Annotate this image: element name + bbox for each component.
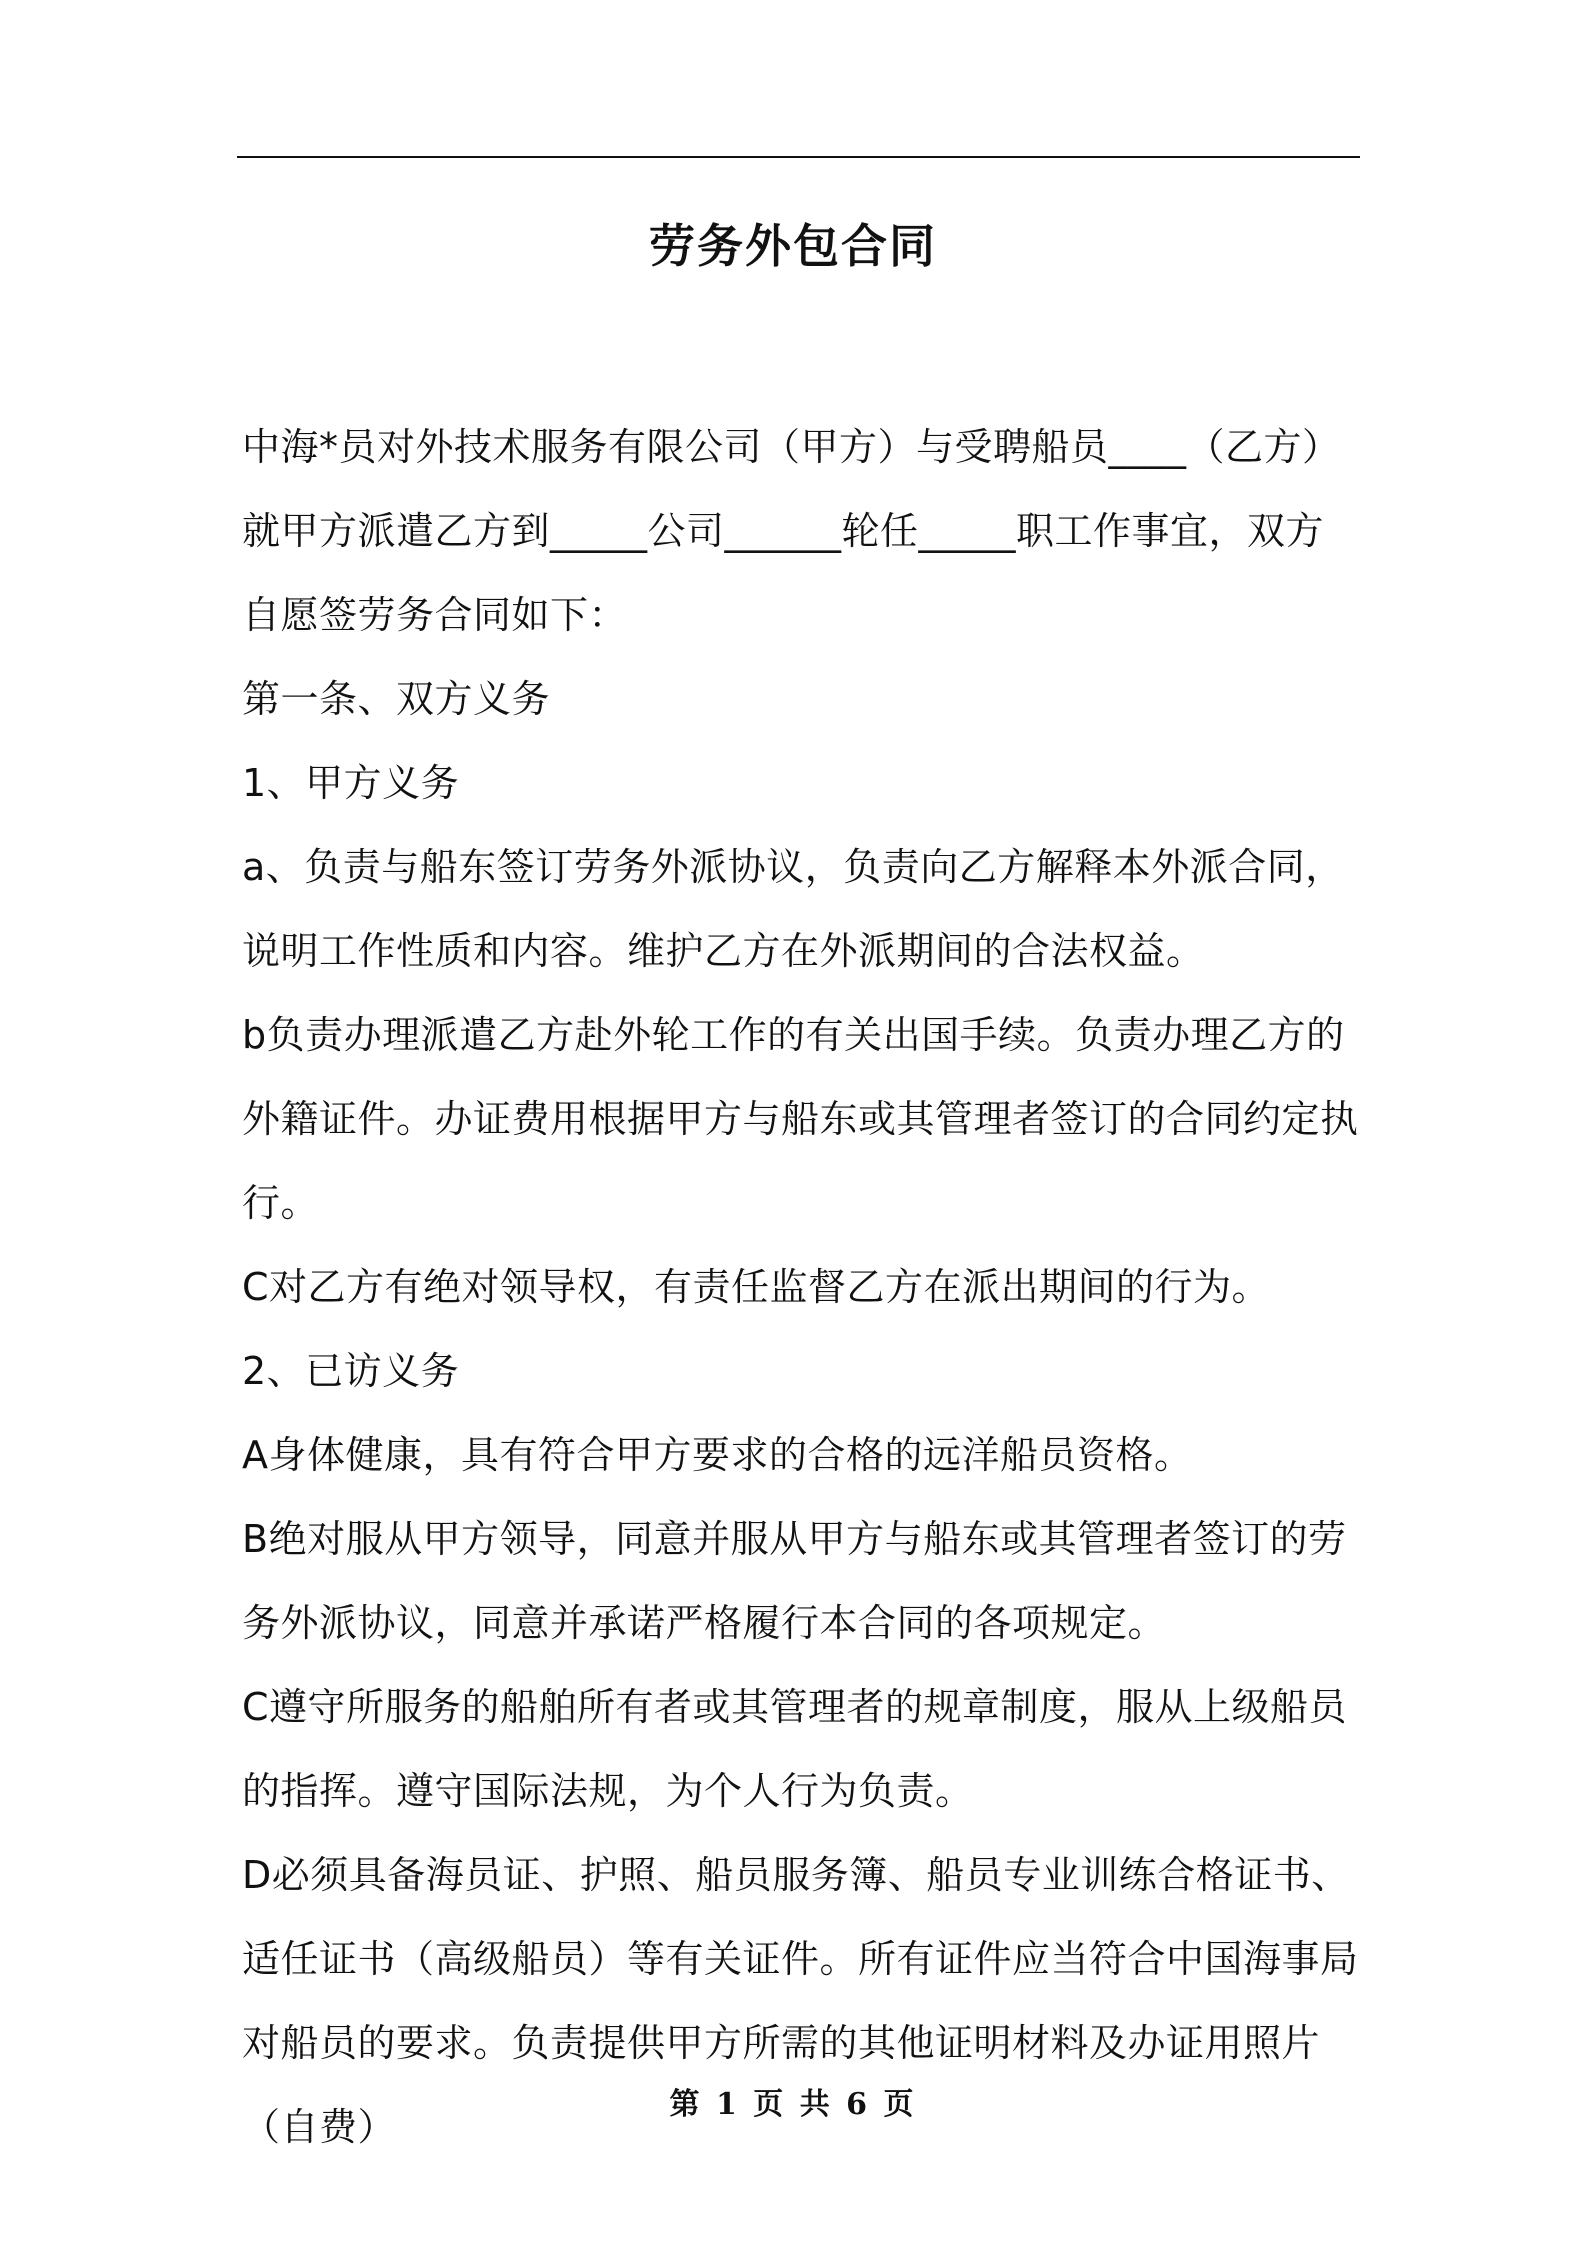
document-title: 劳务外包合同 [649,219,937,273]
clause-a: a、负责与船东签订劳务外派协议，负责向乙方解释本外派合同，说明工作性质和内容。维护乙方在外派期间的合法权益。 [242,845,1344,973]
page-number-footer: 第 1 页 共 6 页 [669,2087,917,2122]
header-rule [237,156,1360,158]
clause-b: b负责办理派遣乙方赴外轮工作的有关出国手续。负责办理乙方的外籍证件。办证费用根据甲方与船东或其管理者签订的合同约定执行。 [242,1013,1359,1225]
article-heading: 第一条、双方义务 [242,677,551,721]
intro-paragraph: 中海*员对外技术服务有限公司（甲方）与受聘船员____（乙方）就甲方派遣乙方到_____公司______轮任_____职工作事宜，双方自愿签劳务合同如下： [242,425,1341,637]
clause-upper-d: D必须具备海员证、护照、船员服务簿、船员专业训练合格证书、适任证书（高级船员）等有关证件。所有证件应当符合中国海事局对船员的要求。负责提供甲方所需的其他证明材料及办证用照片（自费） [242,1853,1359,2149]
section-heading-party-b: 2、已访义务 [242,1349,460,1393]
section-heading-party-a: 1、甲方义务 [242,761,460,805]
document-body [242,405,1360,2169]
clause-upper-a: A身体健康，具有符合甲方要求的合格的远洋船员资格。 [242,1433,1193,1477]
clause-c: C对乙方有绝对领导权，有责任监督乙方在派出期间的行为。 [242,1265,1271,1309]
clause-upper-c: C遵守所服务的船舶所有者或其管理者的规章制度，服从上级船员的指挥。遵守国际法规，为个人行为负责。 [242,1685,1348,1813]
clause-upper-b: B绝对服从甲方领导，同意并服从甲方与船东或其管理者签订的劳务外派协议，同意并承诺严格履行本合同的各项规定。 [242,1517,1347,1645]
